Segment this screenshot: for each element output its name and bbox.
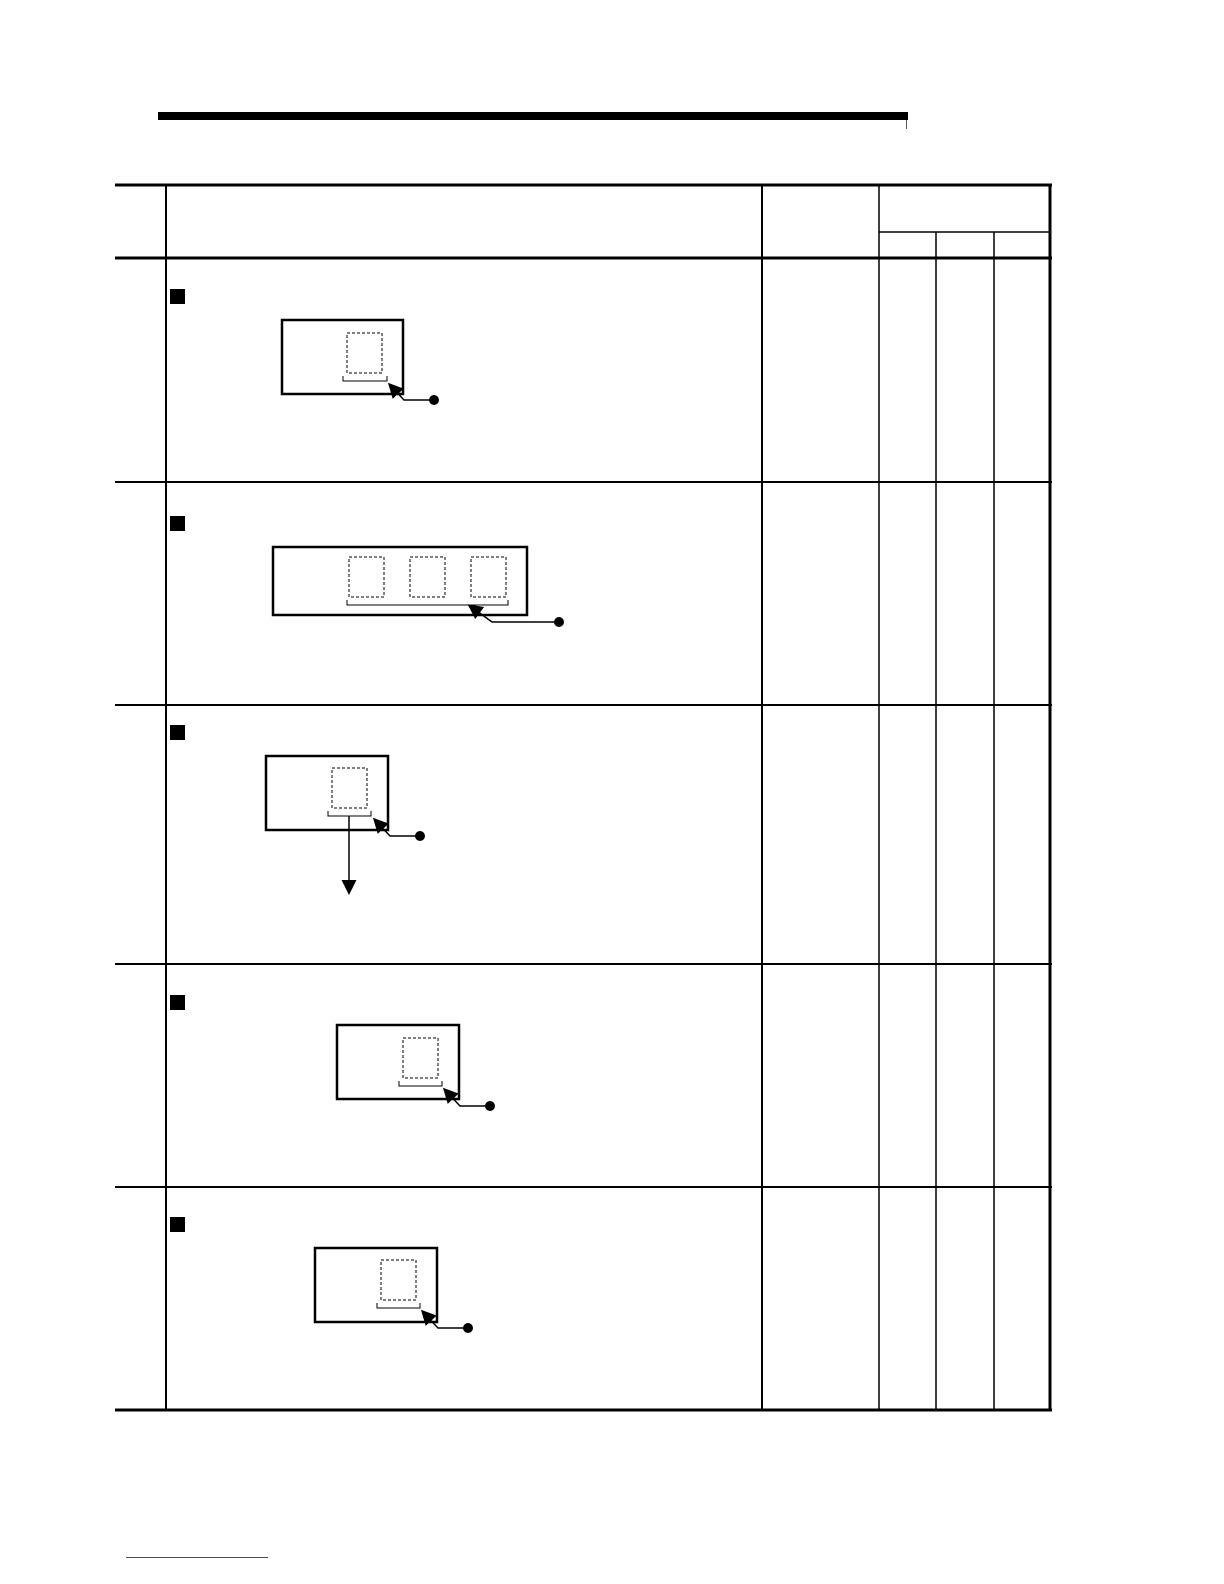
row-5-diagram: [170, 1217, 473, 1333]
table-grid: [115, 185, 1052, 1410]
arrow-icon: [390, 385, 433, 400]
bracket: [377, 1303, 420, 1308]
arrow-icon: [423, 1312, 467, 1328]
dashed-slot: [349, 557, 384, 597]
arrow-icon: [375, 820, 419, 836]
square-bullet-icon: [170, 516, 185, 531]
row-2-diagram: [170, 516, 564, 627]
callout-dot-icon: [463, 1323, 473, 1333]
row-4-diagram: [170, 995, 495, 1111]
callout-dot-icon: [415, 831, 425, 841]
device-box: [266, 756, 388, 830]
dashed-slot: [403, 1038, 438, 1078]
footer-link-underline[interactable]: [126, 1557, 268, 1558]
dashed-slot: [410, 557, 445, 597]
device-box: [282, 320, 403, 394]
device-box: [315, 1248, 437, 1322]
dashed-slot: [332, 768, 367, 808]
callout-dot-icon: [554, 617, 564, 627]
bracket: [343, 376, 387, 381]
dashed-slot: [347, 333, 382, 373]
callout-dot-icon: [485, 1101, 495, 1111]
bracket: [399, 1081, 442, 1086]
square-bullet-icon: [170, 725, 185, 740]
square-bullet-icon: [170, 289, 185, 304]
dashed-slot: [471, 557, 506, 597]
callout-dot-icon: [429, 395, 439, 405]
square-bullet-icon: [170, 1217, 185, 1232]
bracket: [347, 600, 508, 605]
row-1-diagram: [170, 289, 439, 405]
row-3-diagram: [170, 725, 425, 892]
bracket: [328, 811, 371, 816]
arrow-icon: [445, 1090, 489, 1106]
dashed-slot: [381, 1260, 416, 1300]
square-bullet-icon: [170, 995, 185, 1010]
device-box: [337, 1025, 459, 1099]
